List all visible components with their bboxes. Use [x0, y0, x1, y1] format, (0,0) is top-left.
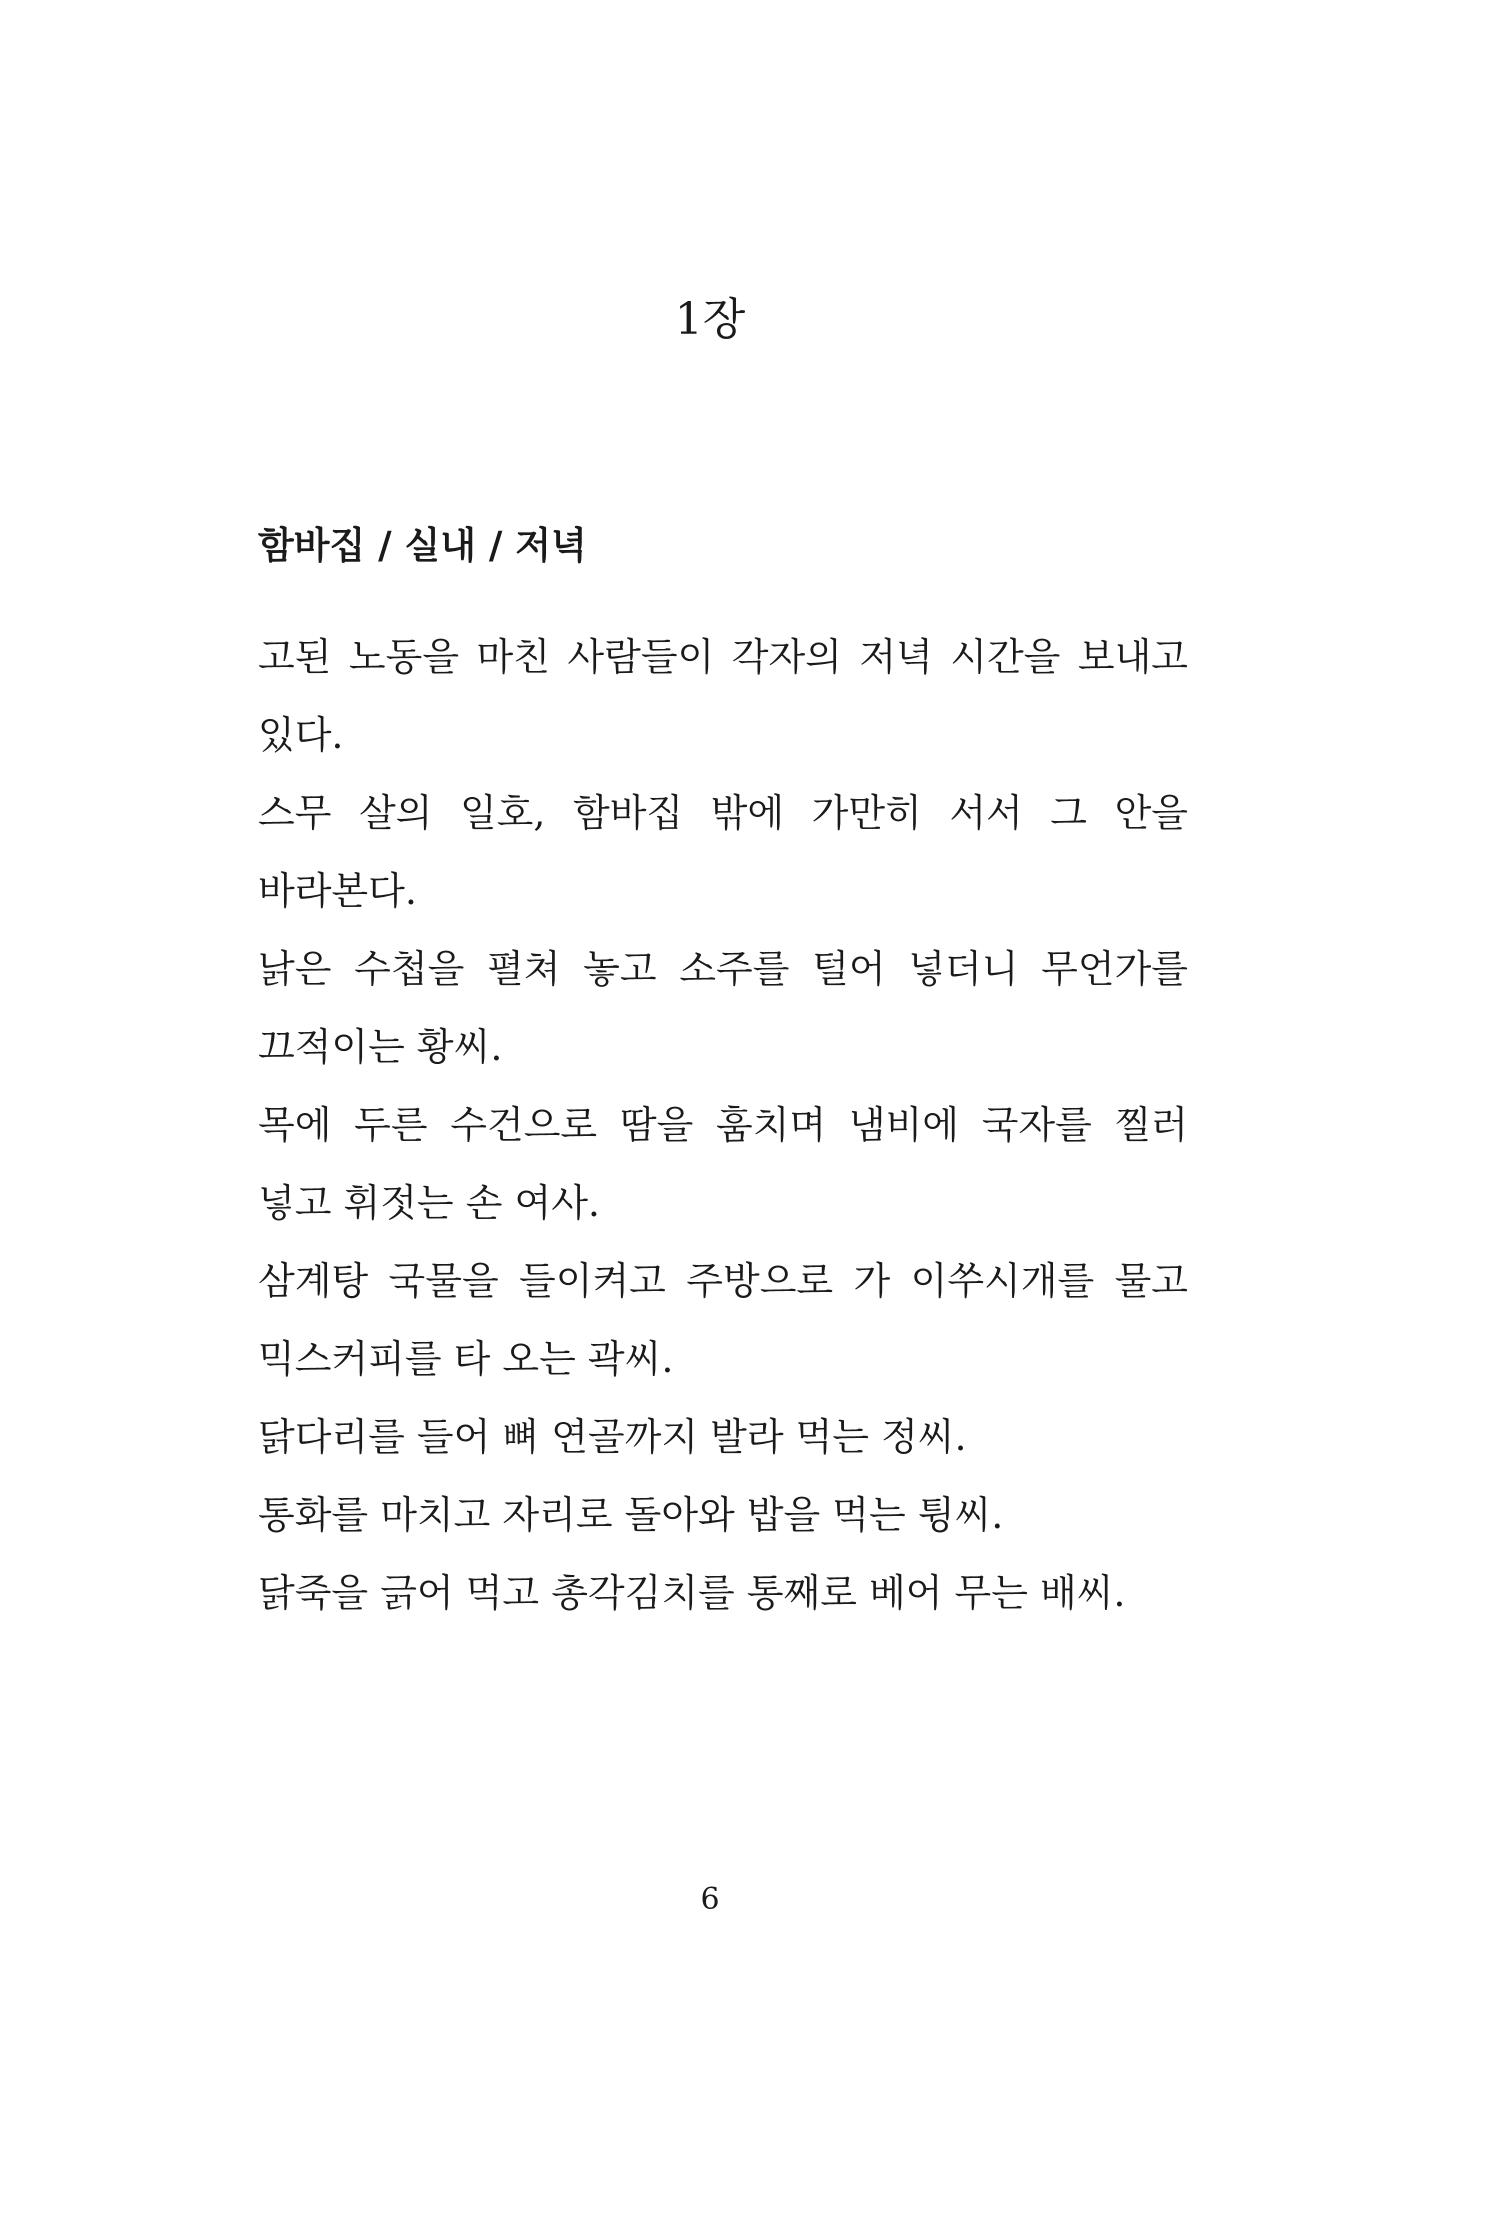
paragraph: 스무 살의 일호, 함바집 밖에 가만히 서서 그 안을 바라본다. [258, 791, 1188, 913]
paragraph: 닭죽을 긁어 먹고 총각김치를 통째로 베어 무는 배씨. [258, 1571, 1126, 1615]
paragraph: 고된 노동을 마친 사람들이 각자의 저녁 시간을 보내고 있다. [258, 635, 1188, 757]
paragraph: 낡은 수첩을 펼쳐 놓고 소주를 털어 넣더니 무언가를 끄적이는 황씨. [258, 947, 1188, 1069]
scene-heading: 함바집 / 실내 / 저녁 [258, 524, 587, 567]
paragraph: 통화를 마치고 자리로 돌아와 밥을 먹는 튕씨. [258, 1493, 1004, 1537]
paragraph: 목에 두른 수건으로 땀을 훔치며 냄비에 국자를 찔러 넣고 휘젓는 손 여사. [258, 1103, 1188, 1225]
paragraph: 닭다리를 들어 뼈 연골까지 발라 먹는 정씨. [258, 1415, 967, 1459]
chapter-title: 1장 [674, 294, 746, 345]
page-number: 6 [700, 1882, 720, 1917]
paragraph: 삼계탕 국물을 들이켜고 주방으로 가 이쑤시개를 물고 믹스커피를 타 오는 곽씨. [258, 1259, 1188, 1381]
scene-description [258, 618, 1188, 1632]
